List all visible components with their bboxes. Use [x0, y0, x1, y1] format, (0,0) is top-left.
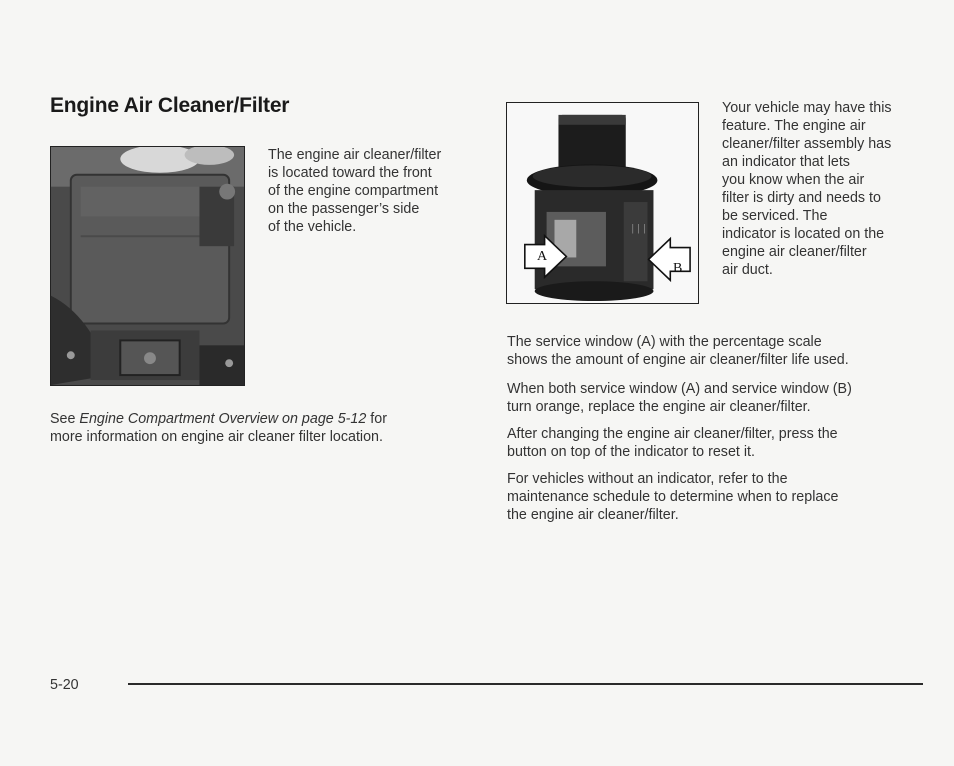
footer-rule [128, 683, 923, 685]
label-a: A [537, 249, 548, 264]
location-paragraph: The engine air cleaner/filter is located toward the front of the engine compartment on the passenger’s side of the vehicle. [268, 147, 442, 235]
cross-reference-link: Engine Compartment Overview on page 5-12 [79, 411, 367, 427]
label-b: B [673, 261, 683, 276]
feature-paragraph: Your vehicle may have this feature. The engine air cleaner/filter assembly has an indicator that lets you know when the air filter is dirty and needs to be serviced. The indicator is located on the engine air cleaner/filter air duct. [722, 100, 892, 278]
filter-indicator-photo [506, 102, 699, 304]
replace-paragraph: When both service window (A) and service window (B) turn orange, replace the engine air cleaner/filter. [507, 381, 852, 415]
service-window-paragraph: The service window (A) with the percentage scale shows the amount of engine air cleaner/filter life used. [507, 334, 849, 368]
reset-paragraph: After changing the engine air cleaner/filter, press the button on top of the indicator to reset it. [507, 426, 838, 460]
section-title: Engine Air Cleaner/Filter [50, 94, 290, 117]
engine-compartment-photo [50, 146, 245, 386]
svg-text:|||: ||| [629, 223, 648, 235]
page-number: 5-20 [50, 677, 79, 693]
see-also-paragraph: See Engine Compartment Overview on page 5-12 for more information on engine air cleaner filter location. [50, 411, 387, 445]
no-indicator-paragraph: For vehicles without an indicator, refer to the maintenance schedule to determine when to replace the engine air cleaner/filter. [507, 471, 839, 523]
